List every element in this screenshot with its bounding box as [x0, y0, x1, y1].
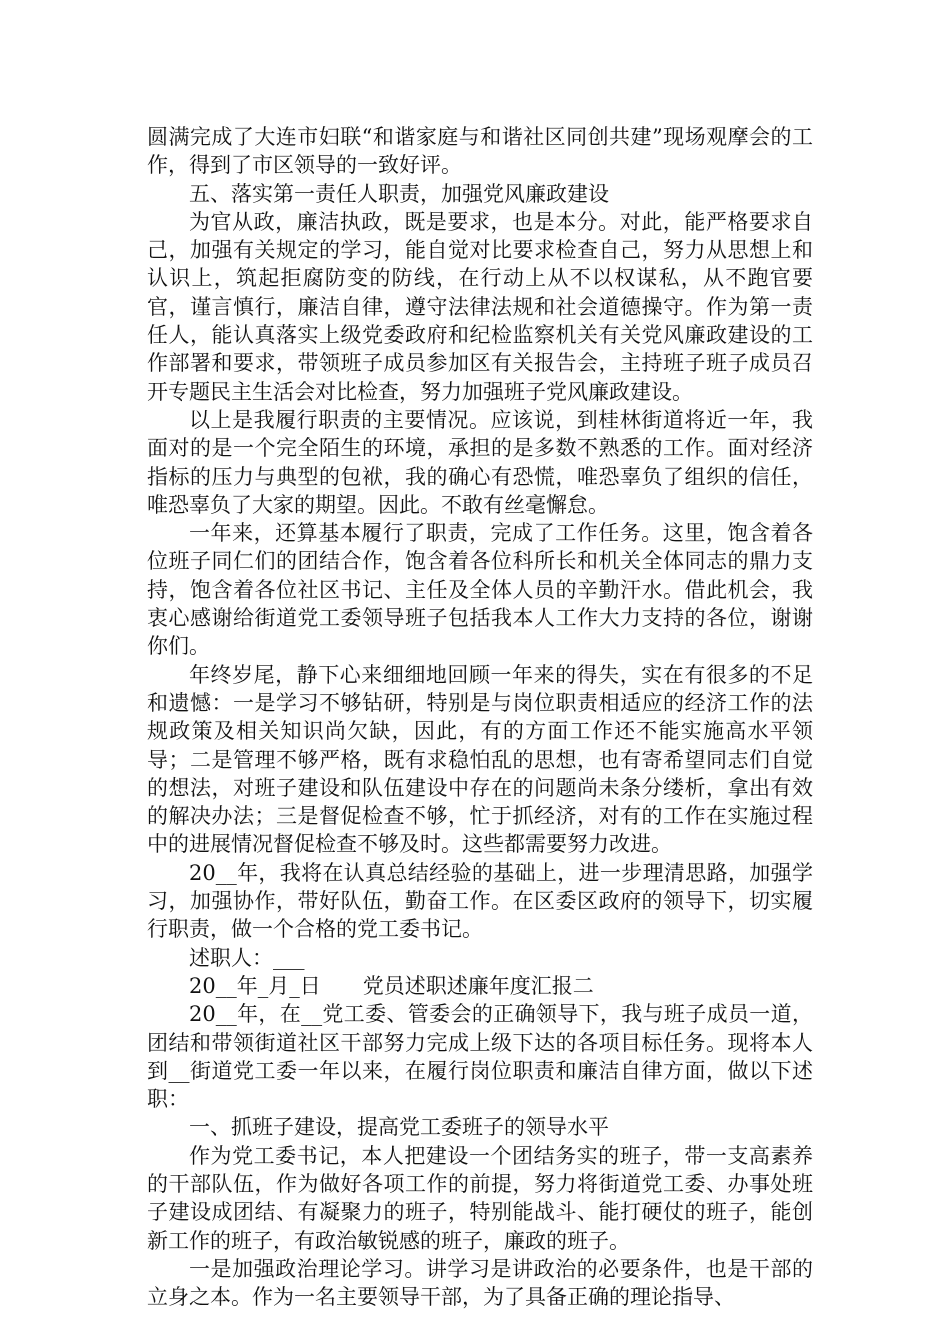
document-body	[147, 123, 813, 1311]
paragraph-plan: 20__年，我将在认真总结经验的基础上，进一步理清思路，加强学习，加强协作，带好队伍，勤奋工作。在区委区政府的领导下，切实履行职责，做一个合格的党工委书记。	[147, 860, 813, 942]
paragraph-summary: 以上是我履行职责的主要情况。应该说，到桂林街道将近一年，我面对的是一个完全陌生的环境，承担的是多数不熟悉的工作。面对经济指标的压力与典型的包袱，我的确心有恐慌，唯恐辜负了组织的信任，唯恐辜负了大家的期望。因此。不敢有丝毫懈怠。	[147, 407, 813, 517]
paragraph-intro-2: 20__年，在__党工委、管委会的正确领导下，我与班子成员一道，团结和带领街道社区干部努力完成上级下达的各项目标任务。现将本人到__街道党工委一年以来，在履行岗位职责和廉洁自律方面，做以下述职：	[147, 1002, 813, 1112]
paragraph-team-building: 作为党工委书记，本人把建设一个团结务实的班子，带一支高素养的干部队伍，作为做好各项工作的前提，努力将街道党工委、办事处班子建设成团结、有凝聚力的班子，特别能战斗、能打硬仗的班子，能创新工作的班子，有政治敏锐感的班子，廉政的班子。	[147, 1143, 813, 1253]
section-heading-1: 一、抓班子建设，提高党工委班子的领导水平	[189, 1115, 609, 1140]
paragraph-continuation: 圆满完成了大连市妇联“和谐家庭与和谐社区同创共建”现场观摩会的工作，得到了市区领导的一致好评。	[147, 125, 813, 178]
paragraph-thanks: 一年来，还算基本履行了职责，完成了工作任务。这里，饱含着各位班子同仁们的团结合作，饱含着各位科所长和机关全体同志的鼎力支持，饱含着各位社区书记、主任及全体人员的辛勤汗水。借此机会，我衷心感谢给街道党工委领导班子包括我本人工作大力支持的各位，谢谢你们。	[147, 521, 813, 659]
date-and-title-line: 20__年_月_日 党员述职述廉年度汇报二	[189, 973, 594, 998]
section-heading-5: 五、落实第一责任人职责，加强党风廉政建设	[189, 181, 609, 206]
paragraph-shortcomings: 年终岁尾，静下心来细细地回顾一年来的得失，实在有很多的不足和遗憾：一是学习不够钻研，特别是与岗位职责相适应的经济工作的法规政策及相关知识尚欠缺，因此，有的方面工作还不能实施高水平领导；二是管理不够严格，既有求稳怕乱的思想，也有寄希望同志们自觉的想法，对班子建设和队伍建设中存在的问题尚未条分缕析，拿出有效的解决办法；三是督促检查不够，忙于抓经济，对有的工作在实施过程中的进展情况督促检查不够及时。这些都需要努力改进。	[147, 662, 813, 857]
paragraph-political-study: 一是加强政治理论学习。讲学习是讲政治的必要条件，也是干部的立身之本。作为一名主要领导干部，为了具备正确的理论指导、	[147, 1256, 813, 1310]
paragraph-integrity: 为官从政，廉洁执政，既是要求，也是本分。对此，能严格要求自己，加强有关规定的学习，能自觉对比要求检查自己，努力从思想上和认识上，筑起拒腐防变的防线，在行动上从不以权谋私，从不跑官要官，谨言慎行，廉洁自律，遵守法律法规和社会道德操守。作为第一责任人，能认真落实上级党委政府和纪检监察机关有关党风廉政建设的工作部署和要求，带领班子成员参加区有关报告会，主持班子班子成员召开专题民主生活会对比检查，努力加强班子党风廉政建设。	[147, 209, 813, 404]
signature-line: 述职人：___	[189, 945, 305, 970]
